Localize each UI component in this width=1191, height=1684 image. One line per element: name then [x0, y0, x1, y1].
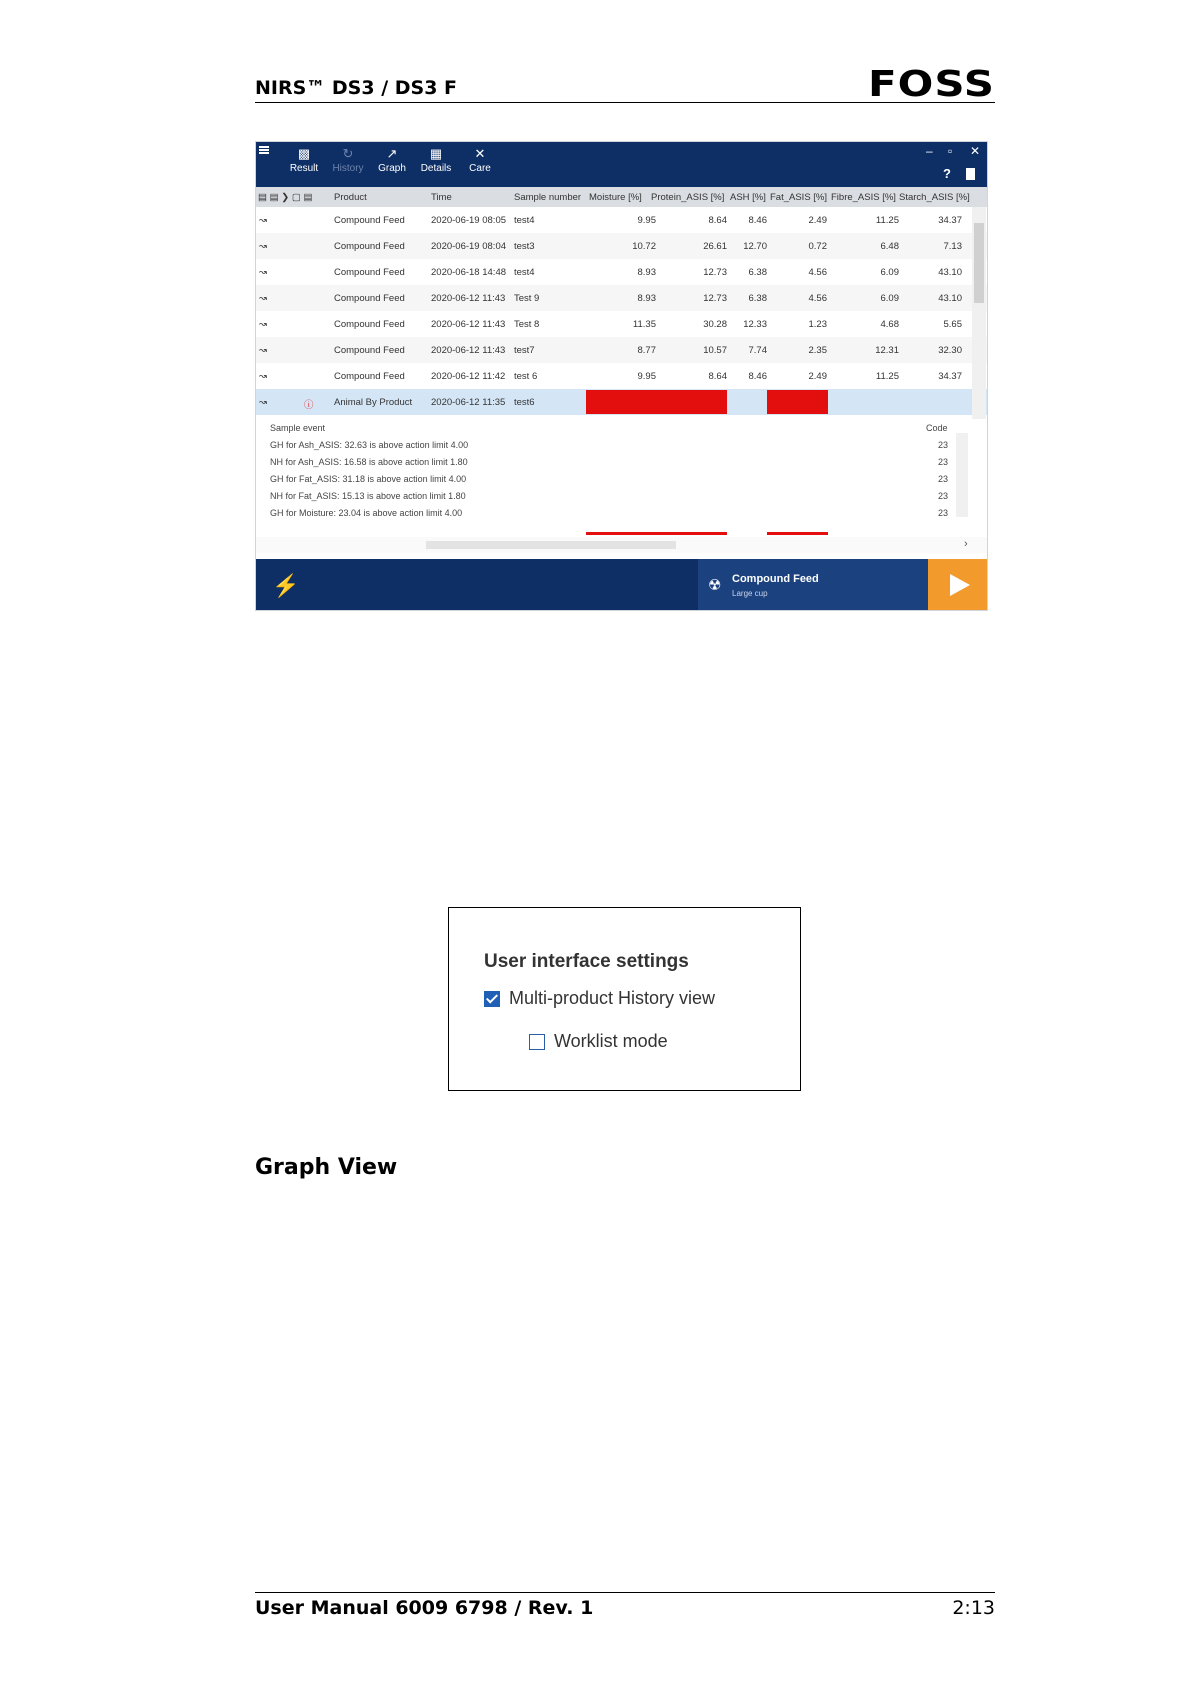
menu-icon[interactable]: [259, 146, 269, 154]
table-row[interactable]: [256, 207, 988, 233]
cell-protein: 8.64: [708, 215, 727, 226]
graph-button[interactable]: ↗ Graph: [370, 145, 414, 174]
current-product-panel[interactable]: [698, 559, 928, 611]
graph-row-icon: ↝: [259, 345, 267, 356]
cell-sample: test7: [514, 345, 535, 356]
care-button[interactable]: ✕ Care: [458, 145, 502, 174]
cell-sample: test3: [514, 241, 535, 252]
help-icon[interactable]: ?: [943, 166, 951, 181]
cell-protein: 26.61: [703, 241, 727, 252]
cell-fat: 0.72: [808, 241, 827, 252]
document-title: NIRS™ DS3 / DS3 F: [255, 77, 458, 99]
alarm-cell: [767, 390, 828, 414]
cell-sample: Test 8: [514, 319, 540, 330]
alarm-cell: [586, 390, 727, 414]
table-header: [256, 187, 987, 207]
cell-ash: 6.38: [748, 293, 767, 304]
scroll-right-icon[interactable]: ›: [964, 538, 968, 550]
cell-moisture: 8.93: [637, 293, 656, 304]
cell-fibre: 6.48: [880, 241, 899, 252]
cell-time: 2020-06-12 11:42: [431, 371, 506, 382]
table-row[interactable]: [256, 311, 988, 337]
cell-protein: 30.28: [703, 319, 727, 330]
result-button[interactable]: ▩ Result: [282, 145, 326, 174]
page-number: 2:13: [952, 1597, 995, 1619]
history-screenshot: [255, 141, 988, 611]
cell-time: 2020-06-12 11:43: [431, 345, 506, 356]
cell-fibre: 6.09: [880, 267, 899, 278]
events-scrollbar[interactable]: [956, 433, 968, 517]
cup-type: Large cup: [732, 589, 768, 598]
cell-starch: 43.10: [938, 293, 962, 304]
cell-moisture: 9.95: [637, 215, 656, 226]
horizontal-scrollbar[interactable]: [256, 537, 988, 553]
col-starch[interactable]: Starch_ASIS [%]: [899, 192, 970, 203]
event-text: NH for Ash_ASIS: 16.58 is above action limit 1.80: [270, 457, 468, 467]
table-row[interactable]: [256, 259, 988, 285]
cell-sample: test6: [514, 397, 535, 408]
graph-row-icon: ↝: [259, 293, 267, 304]
cell-sample: test4: [514, 215, 535, 226]
cell-fibre: 11.25: [875, 371, 899, 382]
table-row[interactable]: [256, 337, 988, 363]
cell-ash: 8.46: [748, 371, 767, 382]
table-row[interactable]: [256, 233, 988, 259]
graph-row-icon: ↝: [259, 241, 267, 252]
document-icon[interactable]: [966, 168, 975, 180]
selected-table-row[interactable]: [256, 389, 988, 415]
cell-ash: 12.33: [743, 319, 767, 330]
sample-events-panel: [256, 419, 988, 534]
close-icon[interactable]: ✕: [970, 144, 981, 158]
cell-fibre: 11.25: [875, 215, 899, 226]
cell-ash: 7.74: [748, 345, 767, 356]
cell-product: Compound Feed: [334, 371, 405, 382]
cell-fibre: 6.09: [880, 293, 899, 304]
page-header: [255, 62, 995, 103]
cell-starch: 7.13: [943, 241, 962, 252]
cell-product: Compound Feed: [334, 241, 405, 252]
tools-icon: ✕: [474, 146, 486, 161]
cell-time: 2020-06-12 11:43: [431, 319, 506, 330]
page-footer: [255, 1592, 995, 1619]
col-ash[interactable]: ASH [%]: [730, 192, 766, 203]
product-icon: ☢: [708, 577, 722, 594]
event-text: GH for Fat_ASIS: 31.18 is above action limit 4.00: [270, 474, 467, 484]
col-time[interactable]: Time: [431, 192, 452, 203]
cell-product: Compound Feed: [334, 345, 405, 356]
graph-row-icon: ↝: [259, 267, 267, 278]
cell-fat: 2.49: [808, 371, 827, 382]
cell-protein: 8.64: [708, 371, 727, 382]
cell-time: 2020-06-19 08:05: [431, 215, 507, 226]
graph-row-icon: ↝: [259, 371, 267, 382]
alarm-marker: [586, 532, 727, 535]
alarm-icon: ⓘ: [304, 400, 314, 411]
event-code: 23: [938, 508, 949, 518]
status-bar: [256, 559, 988, 611]
cell-product: Compound Feed: [334, 319, 405, 330]
graph-row-icon: ↝: [259, 319, 267, 330]
details-button[interactable]: ▦ Details: [414, 145, 458, 174]
cell-fibre: 12.31: [875, 345, 899, 356]
multi-product-option[interactable]: [484, 988, 715, 1009]
event-code: 23: [938, 474, 949, 484]
lightning-icon[interactable]: ⚡: [272, 573, 300, 598]
alarm-marker: [767, 532, 828, 535]
code-header: Code: [926, 423, 948, 433]
event-text: NH for Fat_ASIS: 15.13 is above action limit 1.80: [270, 491, 466, 501]
cell-protein: 10.57: [703, 345, 727, 356]
multi-product-checkbox[interactable]: [484, 991, 500, 1007]
manual-reference: User Manual 6009 6798 / Rev. 1: [255, 1597, 594, 1619]
cell-fat: 1.23: [808, 319, 827, 330]
cell-sample: test4: [514, 267, 535, 278]
cell-fat: 4.56: [808, 293, 827, 304]
table-row[interactable]: [256, 285, 988, 311]
column-icons: ▤ ▤ ❯ ▢ ▤: [258, 192, 313, 203]
table-row[interactable]: [256, 363, 988, 389]
cell-sample: Test 9: [514, 293, 540, 304]
worklist-label: Worklist mode: [554, 1031, 668, 1051]
col-fat[interactable]: Fat_ASIS [%]: [770, 192, 828, 203]
bar-chart-icon: ▩: [297, 146, 311, 161]
cell-starch: 32.30: [938, 345, 962, 356]
events-header: Sample event: [270, 423, 326, 433]
cell-ash: 12.70: [743, 241, 767, 252]
multi-product-label: Multi-product History view: [509, 988, 716, 1008]
event-code: 23: [938, 457, 949, 467]
event-code: 23: [938, 440, 949, 450]
cell-time: 2020-06-12 11:43: [431, 293, 506, 304]
col-moisture[interactable]: Moisture [%]: [589, 192, 642, 203]
col-fibre[interactable]: Fibre_ASIS [%]: [831, 192, 896, 203]
section-title: Graph View: [255, 1155, 398, 1180]
user-interface-settings-box: [448, 907, 801, 1091]
cell-protein: 12.73: [703, 293, 727, 304]
details-icon: ▦: [429, 146, 443, 161]
graph-row-icon: ↝: [259, 215, 267, 226]
cell-fat: 2.49: [808, 215, 827, 226]
foss-logo: FOSS: [867, 62, 995, 105]
cell-protein: 12.73: [703, 267, 727, 278]
hscroll-thumb[interactable]: [426, 541, 676, 549]
restore-icon[interactable]: ▫: [948, 144, 953, 158]
cell-ash: 8.46: [748, 215, 767, 226]
cell-starch: 34.37: [938, 215, 962, 226]
cell-starch: 34.37: [938, 371, 962, 382]
graph-icon: ↗: [386, 146, 398, 161]
col-protein[interactable]: Protein_ASIS [%]: [651, 192, 725, 203]
cell-moisture: 8.77: [637, 345, 656, 356]
app-toolbar: [256, 142, 987, 187]
cell-product: Compound Feed: [334, 215, 405, 226]
col-sample-number[interactable]: Sample number: [514, 192, 582, 203]
cell-time: 2020-06-19 08:04: [431, 241, 507, 252]
event-text: GH for Ash_ASIS: 32.63 is above action limit 4.00: [270, 440, 469, 450]
cell-moisture: 10.72: [632, 241, 656, 252]
cell-ash: 6.38: [748, 267, 767, 278]
worklist-checkbox[interactable]: [529, 1034, 545, 1050]
graph-row-icon: ↝: [259, 397, 267, 408]
cell-product: Compound Feed: [334, 293, 405, 304]
cell-product: Compound Feed: [334, 267, 405, 278]
cell-moisture: 8.93: [637, 267, 656, 278]
cell-moisture: 11.35: [632, 319, 656, 330]
cell-time: 2020-06-18 14:48: [431, 267, 507, 278]
table-scrollbar[interactable]: [972, 207, 986, 419]
cell-product: Animal By Product: [334, 397, 413, 408]
cell-fibre: 4.68: [880, 319, 899, 330]
col-product[interactable]: Product: [334, 192, 367, 203]
history-icon: ↻: [342, 146, 354, 161]
minimize-icon[interactable]: –: [926, 144, 933, 158]
cell-starch: 5.65: [943, 319, 962, 330]
cell-fat: 2.35: [808, 345, 827, 356]
cell-time: 2020-06-12 11:35: [431, 397, 506, 408]
cell-sample: test 6: [514, 371, 538, 382]
scroll-thumb[interactable]: [974, 223, 984, 303]
history-button[interactable]: ↻ History: [326, 145, 370, 174]
current-product-name: Compound Feed: [732, 573, 819, 585]
cell-moisture: 9.95: [637, 371, 656, 382]
cell-fat: 4.56: [808, 267, 827, 278]
event-code: 23: [938, 491, 949, 501]
event-text: GH for Moisture: 23.04 is above action limit 4.00: [270, 508, 463, 518]
settings-title: User interface settings: [484, 951, 689, 972]
start-analysis-button[interactable]: [928, 559, 988, 611]
worklist-option[interactable]: [529, 1031, 668, 1052]
cell-starch: 43.10: [938, 267, 962, 278]
